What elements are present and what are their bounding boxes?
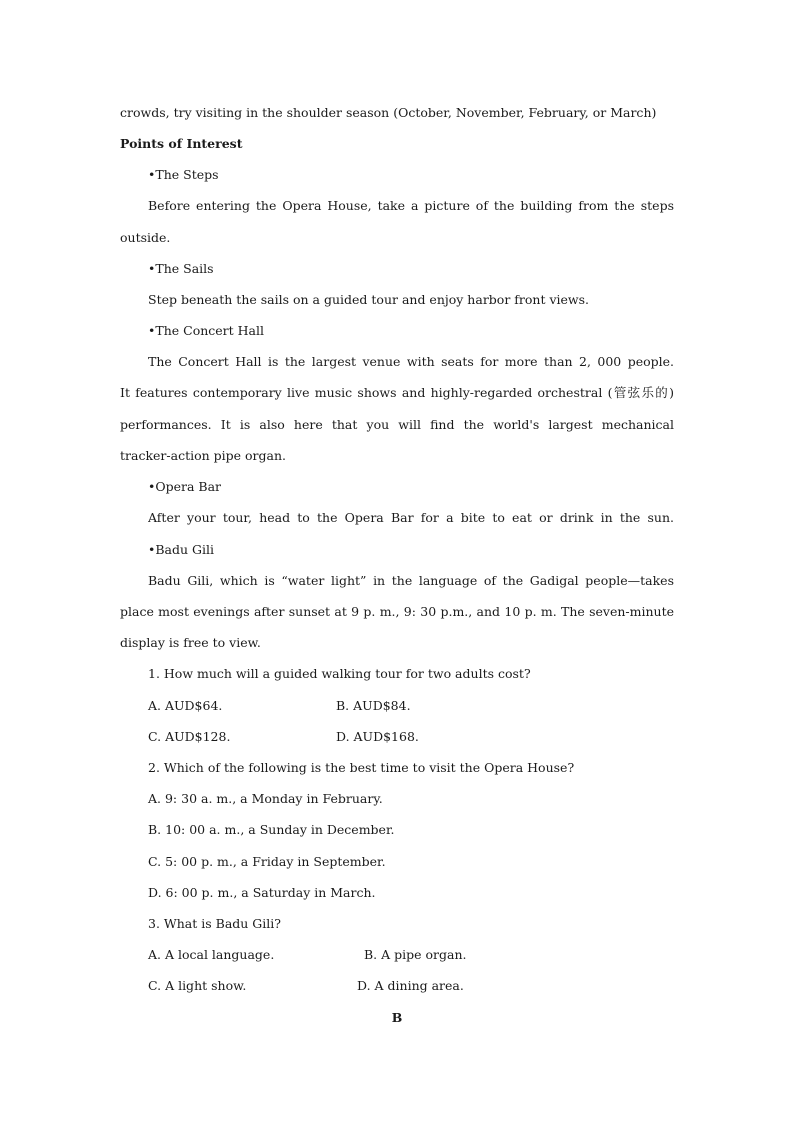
badu-gili-paragraph-line: display is free to view. — [120, 635, 261, 650]
question-stem: 2. Which of the following is the best time to visit the Opera House? — [148, 760, 575, 775]
steps-heading: •The Steps — [148, 167, 219, 182]
concert-hall-heading: •The Concert Hall — [148, 323, 264, 338]
answer-option: A. 9: 30 a. m., a Monday in February. — [148, 791, 383, 806]
answer-option: D. AUD$168. — [336, 729, 419, 744]
badu-gili-paragraph-line: Badu Gili, which is “water light” in the language of the Gadigal people—takes — [148, 573, 674, 588]
concert-hall-paragraph-line: It features contemporary live music shows and highly-regarded orchestral (管弦乐的) — [120, 385, 674, 400]
answer-option: C. A light show. — [148, 978, 247, 993]
answer-option: D. A dining area. — [357, 978, 464, 993]
concert-hall-paragraph-line: The Concert Hall is the largest venue with seats for more than 2, 000 people. — [148, 354, 674, 369]
opera-bar-heading: •Opera Bar — [148, 479, 222, 494]
answer-option: C. 5: 00 p. m., a Friday in September. — [148, 854, 386, 869]
steps-paragraph-line: Before entering the Opera House, take a picture of the building from the steps — [148, 198, 674, 213]
answer-option: C. AUD$128. — [148, 729, 231, 744]
question-stem: 3. What is Badu Gili? — [148, 916, 281, 931]
next-section-label: B — [391, 1010, 403, 1025]
concert-hall-paragraph-line: tracker-action pipe organ. — [120, 448, 286, 463]
answer-option: A. AUD$64. — [148, 698, 223, 713]
sails-heading: •The Sails — [148, 261, 214, 276]
question-stem: 1. How much will a guided walking tour for two adults cost? — [148, 666, 531, 681]
answer-option: B. 10: 00 a. m., a Sunday in December. — [148, 822, 395, 837]
answer-option: B. AUD$84. — [336, 698, 411, 713]
sails-paragraph-line: Step beneath the sails on a guided tour and enjoy harbor front views. — [148, 292, 589, 307]
answer-option: A. A local language. — [148, 947, 275, 962]
steps-paragraph-line: outside. — [120, 230, 171, 245]
opera-bar-paragraph-line: After your tour, head to the Opera Bar for a bite to eat or drink in the sun. — [148, 510, 674, 525]
badu-gili-paragraph-line: place most evenings after sunset at 9 p. m., 9: 30 p.m., and 10 p. m. The seven-minute — [120, 604, 674, 619]
answer-option: D. 6: 00 p. m., a Saturday in March. — [148, 885, 376, 900]
answer-option: B. A pipe organ. — [364, 947, 467, 962]
intro-tail-text: crowds, try visiting in the shoulder season (October, November, February, or March) — [120, 105, 657, 120]
badu-gili-heading: •Badu Gili — [148, 542, 215, 557]
section-title: Points of Interest — [120, 136, 243, 151]
concert-hall-paragraph-line: performances. It is also here that you will find the world's largest mechanical — [120, 417, 674, 432]
